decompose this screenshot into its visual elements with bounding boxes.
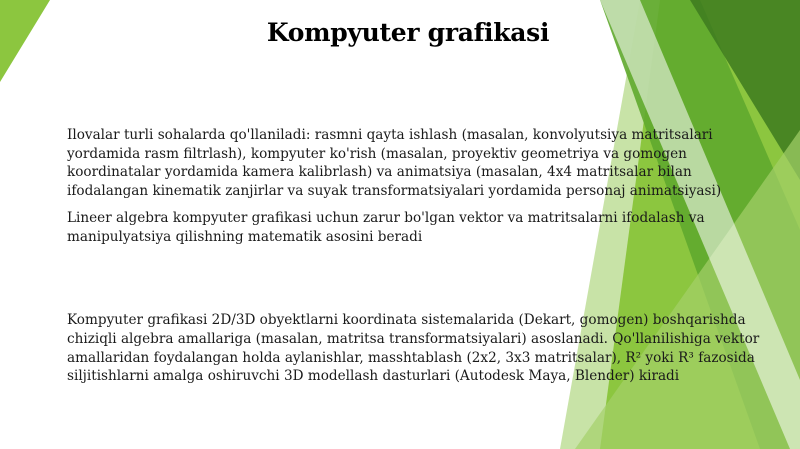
- paragraph-2d-3d-objects: Kompyuter grafikasi 2D/3D obyektlarni koordinata sistemalarida (Dekart, gomogen) boshqarishda chiziqli algebra amallariga (masalan, matritsa transformatsiyalari) asoslanadi. Qo'llanilishiga vektor amallaridan foydalangan holda aylanishlar, masshtablash (2x2, 3x3 matritsalar), R² yoki R³ fazosida siljitishlarni amalga oshiruvchi 3D modellash dasturlari (Autodesk Maya, Blender) kiradi: [67, 312, 760, 385]
- paragraph-linear-algebra: Lineer algebra kompyuter grafikasi uchun zarur bo'lgan vektor va matritsalarni ifodalash va manipulyatsiya qilishning matematik asosini beradi: [67, 209, 705, 245]
- slide-body: [67, 126, 777, 394]
- paragraph-applications: Ilovalar turli sohalarda qo'llaniladi: rasmni qayta ishlash (masalan, konvolyutsiya matritsalari yordamida rasm filtrlash), kompyuter ko'rish (masalan, proyektiv geometriya va gomogen koordinatalar yordamida kamera kalibrlash) va animatsiya (masalan, 4x4 matritsalar bilan ifodalangan kinematik zanjirlar va suyak transformatsiyalari yordamida personaj animatsiyasi): [67, 127, 722, 200]
- slide-title: Kompyuter grafikasi: [266, 18, 550, 47]
